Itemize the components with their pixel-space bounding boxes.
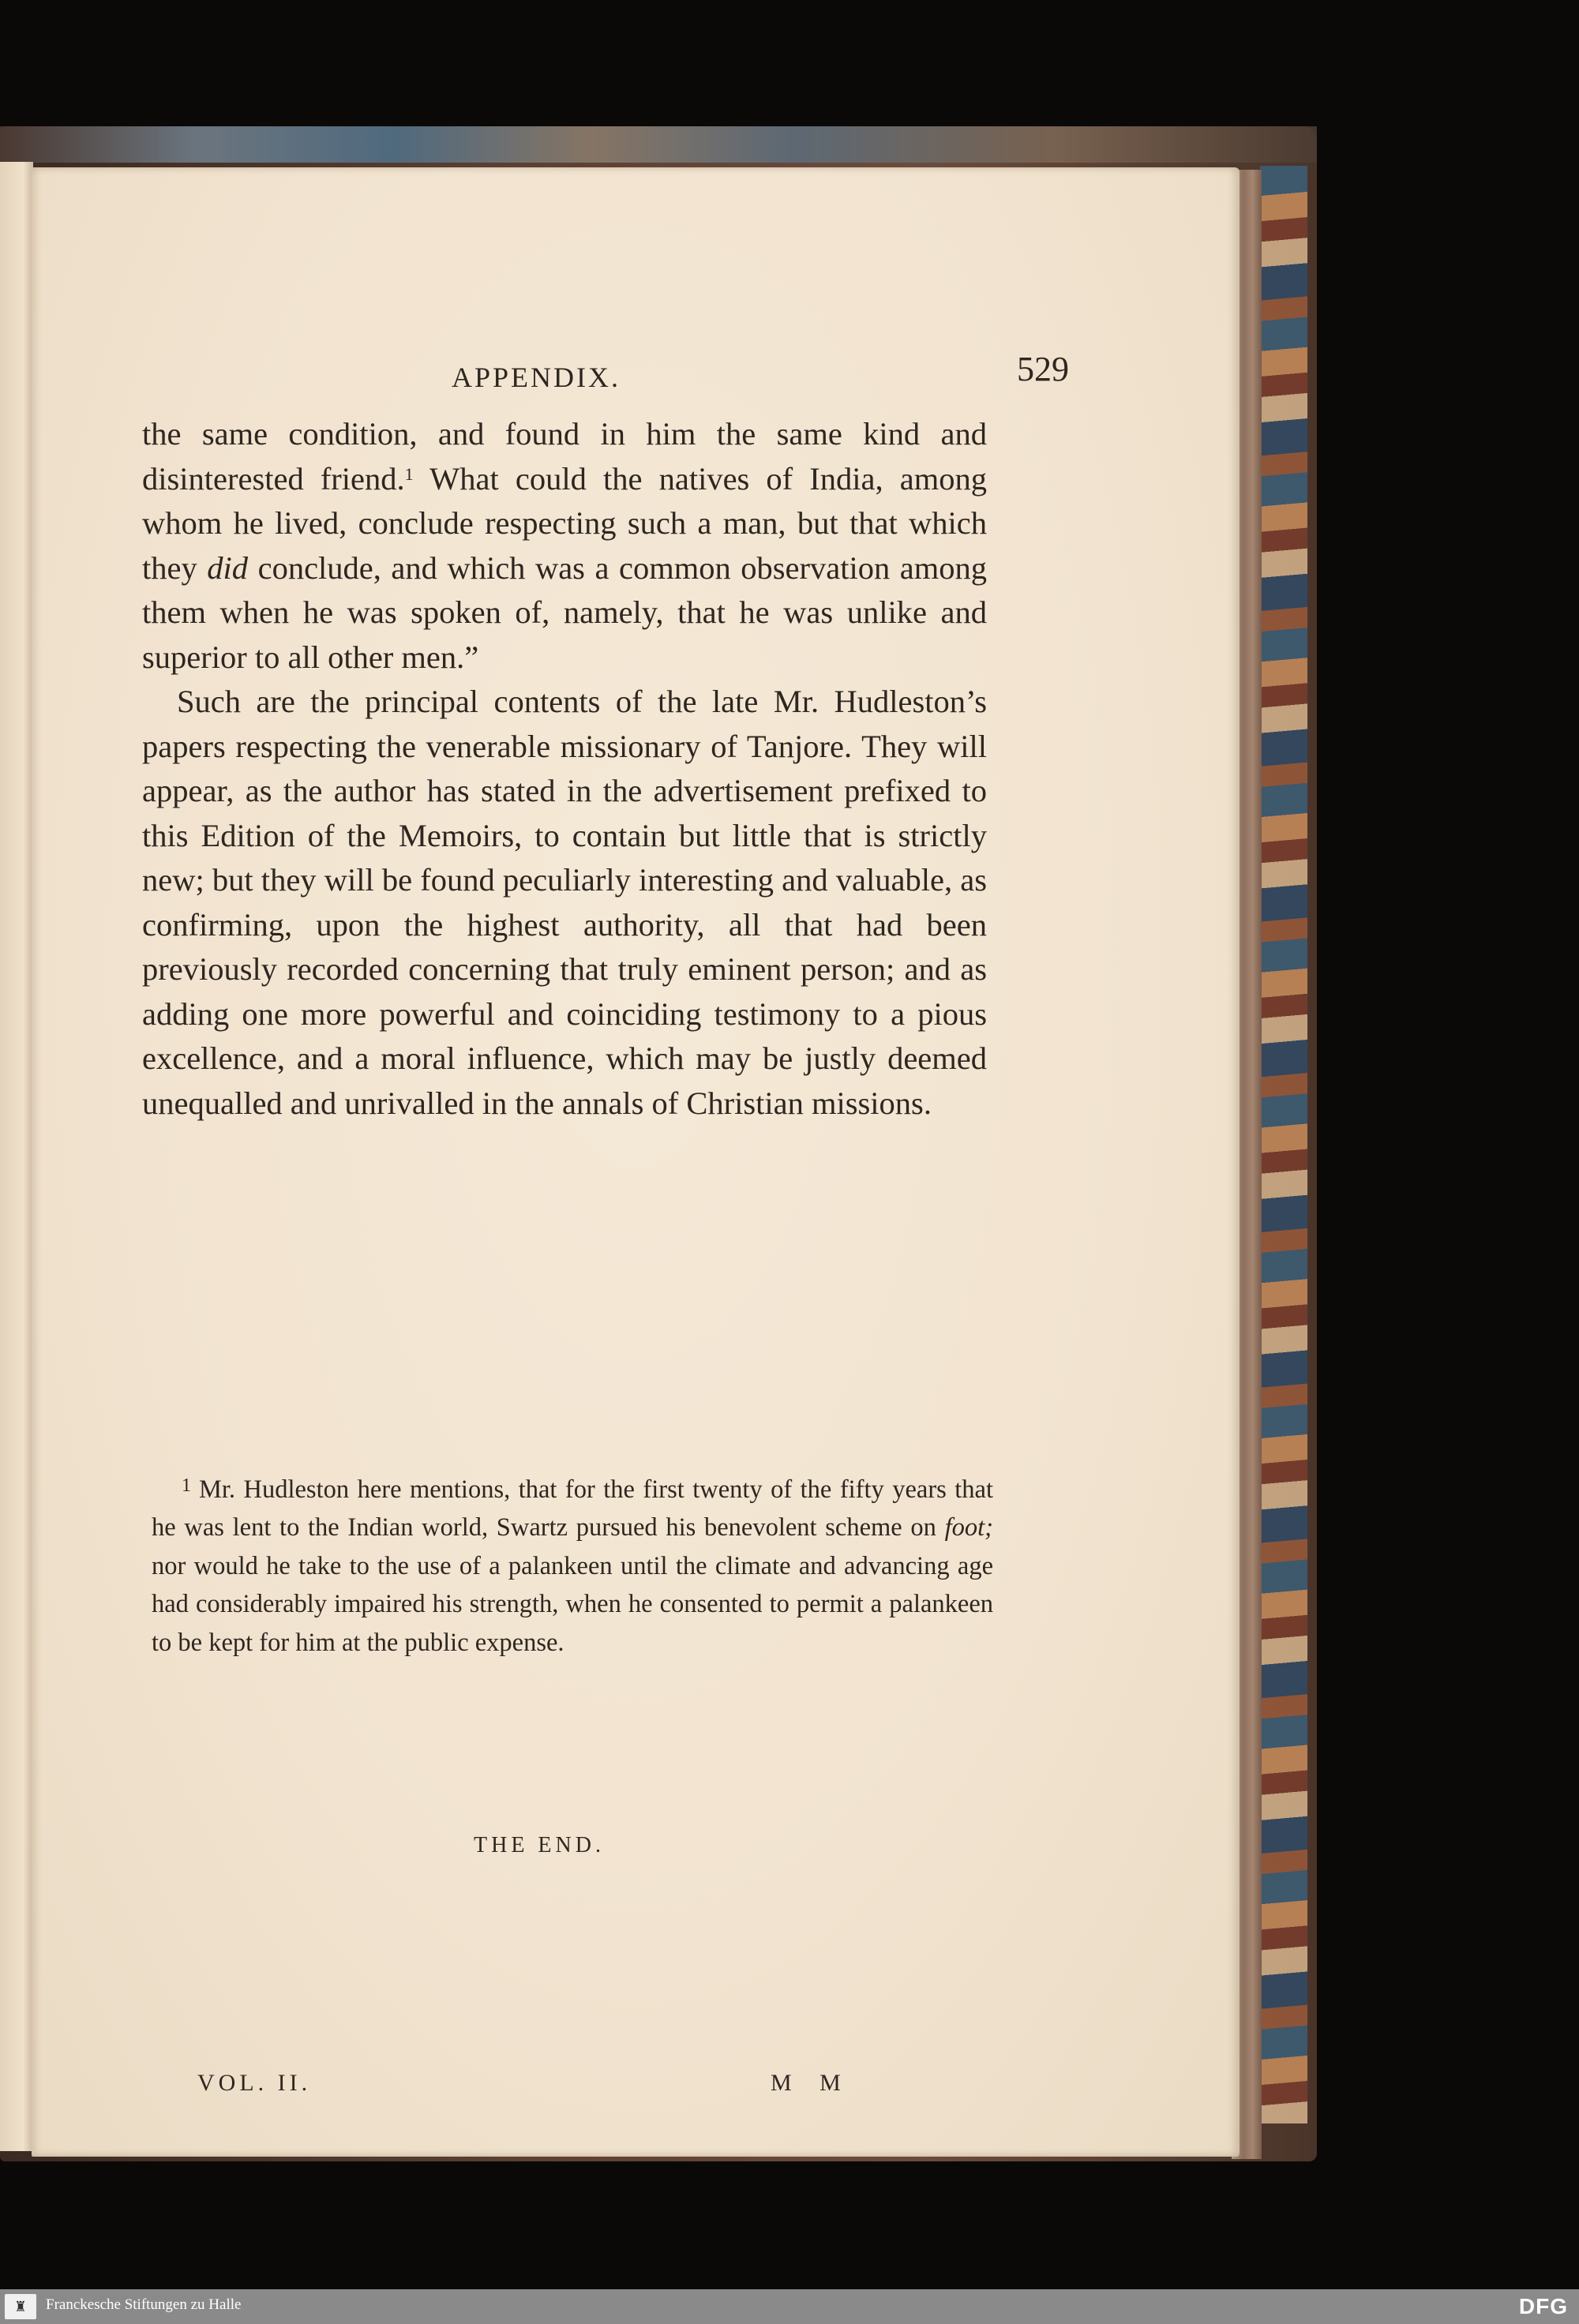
- left-page-strip: [0, 162, 33, 2151]
- footnote-mark: 1: [182, 1475, 191, 1496]
- volume-label: VOL. II.: [197, 2070, 312, 2096]
- emphasis-foot: foot;: [944, 1513, 993, 1542]
- signature-mark: M M: [771, 2070, 852, 2096]
- dfg-logo: DFG: [1518, 2294, 1568, 2318]
- footnote-text-a: Mr. Hudleston here mentions, that for the first twenty of the fifty years that he was lent to the Indian world, Swartz pursued his benevolent scheme on: [152, 1475, 993, 1542]
- page-number: 529: [1017, 350, 1069, 388]
- emphasis-did: did: [207, 549, 249, 586]
- paragraph-1-text-a: the same condition, and found in him the same kind and disinterested friend.: [142, 416, 987, 497]
- book-page: [32, 167, 1240, 2157]
- footnote-reference: 1: [404, 463, 414, 484]
- institution-logo-icon: ♜: [5, 2294, 36, 2319]
- paragraph-1-text-b: What could the natives of India, among whom he lived, conclude respecting such a man, but that which they: [142, 460, 987, 586]
- cover-top-edge: [0, 126, 1317, 163]
- footnote: [152, 1467, 993, 1662]
- footer-bar: [0, 2289, 1579, 2324]
- paragraph-2: Such are the principal contents of the late Mr. Hudleston’s papers respecting the venerable missionary of Tanjore. They will appear, as the author has stated in the advertisement prefixed to this Edition of the Memoirs, to contain but little that is strictly new; but they will be found peculiarly interesting and valuable, as confirming, upon the highest authority, all that had been previously recorded concerning that truly eminent person; and as adding one more powerful and coinciding testimony to a pious excellence, and a moral influence, which may be justly deemed unequalled and unrivalled in the annals of Christian missions.: [142, 684, 987, 1121]
- running-head: APPENDIX.: [452, 362, 621, 393]
- institution-name: Franckesche Stiftungen zu Halle: [46, 2296, 242, 2313]
- marbled-edge: [1260, 166, 1307, 2123]
- footnote-text-b: nor would he take to the use of a palankeen until the climate and advancing age had considerably impaired his strength, when he consented to permit a palankeen to be kept for him at the public expense.: [152, 1551, 993, 1657]
- paragraph-1: [142, 412, 987, 680]
- paragraph-1-text-c: conclude, and which was a common observation among them when he was spoken of, namely, that he was unlike and superior to all other men.”: [142, 549, 987, 675]
- body-text: [142, 412, 987, 1126]
- the-end: THE END.: [474, 1833, 605, 1857]
